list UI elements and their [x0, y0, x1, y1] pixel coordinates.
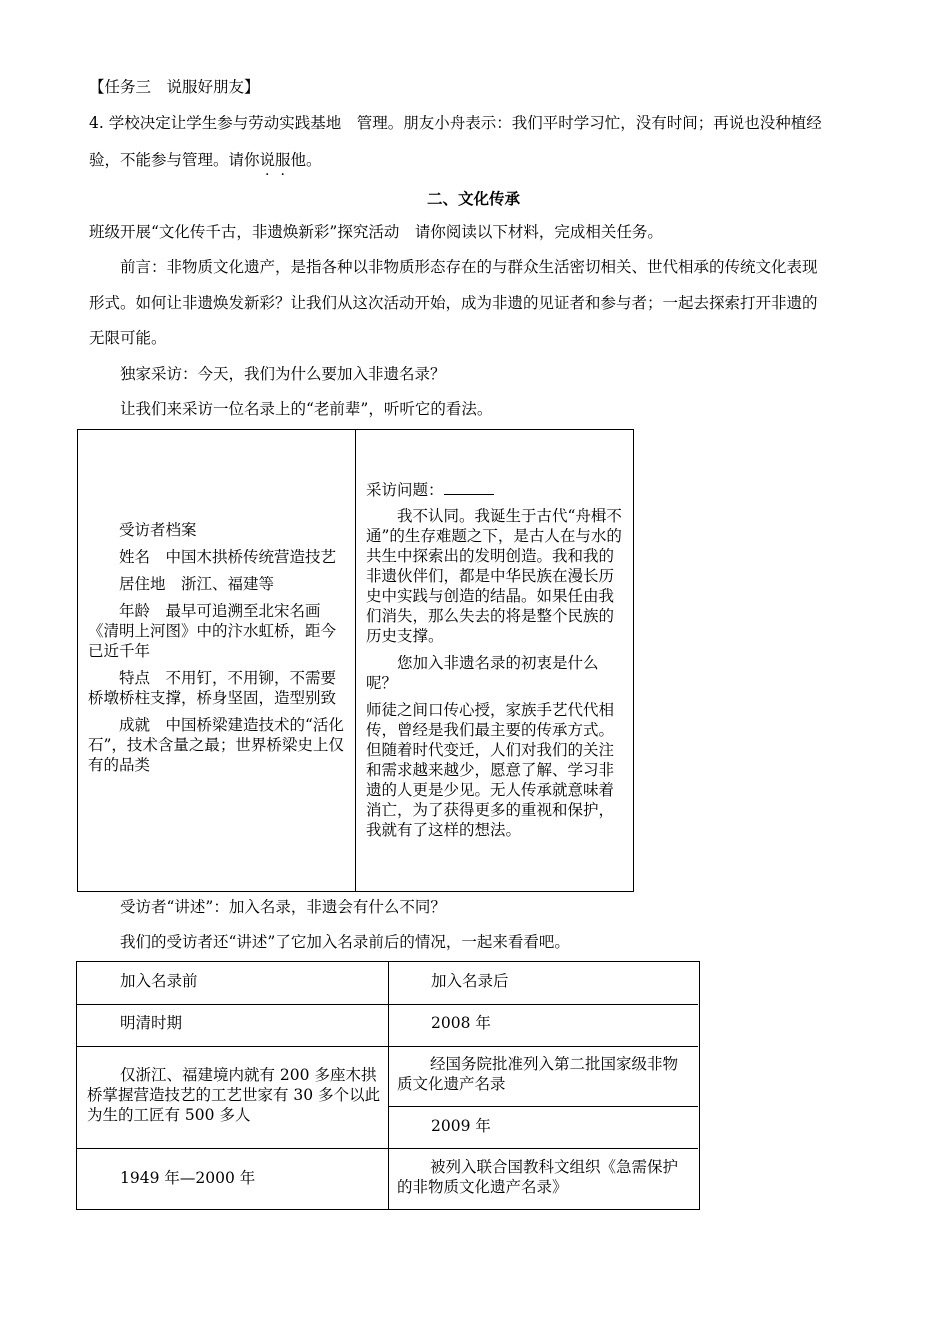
- question-2: 您加入非遗名录的初衷是什么呢？: [366, 654, 599, 692]
- narration-line1: 受访者“讲述”：加入名录，非遗会有什么不同？: [120, 898, 446, 916]
- after-row2: 经国务院批准列入第二批国家级非物质文化遗产名录: [397, 1055, 679, 1093]
- profile-age: 年龄 最早可追溯至北宋名画《清明上河图》中的汴水虹桥，距今已近千年: [88, 602, 337, 660]
- after-row4: 被列入联合国教科文组织《急需保护的非物质文化遗产名录》: [397, 1158, 679, 1196]
- q4-text-a: 验，不能参与管理。请你: [89, 151, 260, 169]
- activity-intro: 班级开展“文化传千古，非遗焕新彩”探究活动 请你阅读以下材料，完成相关任务。: [89, 223, 663, 241]
- interview-title: 独家采访：今天，我们为什么要加入非遗名录？: [120, 365, 446, 383]
- interview-cell: [366, 480, 628, 840]
- q4-text-d: 他。: [290, 151, 322, 169]
- after-row3: 2009 年: [431, 1117, 491, 1135]
- comparison-table: [76, 961, 700, 1210]
- answer-2: 师徒之间口传心授，家族手艺代代相传，曾经是我们最主要的传承方式。但随着时代变迁，人们对我们的关注和需求越来越少，愿意了解、学习非遗的人更是少见。无人传承就意味着消亡，为了获得更多的重视和保护，我就有了这样的想法。: [366, 701, 615, 839]
- task3-title: 【任务三 说服好朋友】: [89, 78, 260, 96]
- question-4-line2: [89, 150, 322, 170]
- question-label-row: [366, 480, 628, 500]
- q4-emphasis-2: 服: [275, 151, 291, 169]
- before-row2: 仅浙江、福建境内就有 200 多座木拱桥掌握营造技艺的工艺世家有 30 多个以此为生的工匠有 500 多人: [87, 1066, 381, 1124]
- profile-title: 受访者档案: [119, 521, 197, 539]
- before-row1: 明清时期: [120, 1014, 183, 1032]
- row-divider-3: [388, 1106, 698, 1107]
- row-divider-2: [77, 1046, 698, 1047]
- profile-cell: [88, 520, 350, 775]
- profile-name: 姓名 中国木拱桥传统营造技艺: [119, 548, 337, 566]
- question-4-line1: 4. 学校决定让学生参与劳动实践基地 管理。朋友小舟表示：我们平时学习忙，没有时间；再说也没种植经: [89, 114, 822, 132]
- interview-table: [77, 429, 634, 892]
- row-divider-4: [77, 1148, 698, 1149]
- question-label: 采访问题：: [366, 481, 444, 499]
- narration-line2: 我们的受访者还“讲述”了它加入名录前后的情况，一起来看看吧。: [120, 933, 570, 951]
- header-before: 加入名录前: [120, 972, 198, 990]
- preface-line3: 无限可能。: [89, 329, 167, 347]
- answer-blank[interactable]: [444, 480, 494, 495]
- preface-line2: 形式。如何让非遗焕发新彩？让我们从这次活动开始，成为非遗的见证者和参与者；一起去探索打开非遗的: [89, 294, 818, 312]
- after-row1: 2008 年: [431, 1014, 491, 1032]
- q4-emphasis-1: 说: [259, 151, 276, 169]
- col-divider: [388, 962, 389, 1209]
- interview-subtitle: 让我们来采访一位名录上的“老前辈”，听听它的看法。: [120, 400, 493, 418]
- header-after: 加入名录后: [431, 972, 509, 990]
- table-divider: [355, 430, 356, 891]
- profile-residence: 居住地 浙江、福建等: [119, 575, 275, 593]
- answer-1: 我不认同。我诞生于古代“舟楫不通”的生存难题之下，是古人在与水的共生中探索出的发明创造。我和我的非遗伙伴们，都是中华民族在漫长历史中实践与创造的结晶。如果任由我们消失，那么失去的将是整个民族的历史支撑。: [366, 507, 622, 645]
- row-divider-1: [77, 1004, 698, 1005]
- section-heading: 二、文化传承: [427, 189, 521, 208]
- profile-features: 特点 不用钉，不用铆，不需要桥墩桥柱支撑，桥身坚固，造型别致: [88, 669, 337, 707]
- before-row4: 1949 年—2000 年: [120, 1169, 256, 1187]
- profile-achievement: 成就 中国桥梁建造技术的“活化石”，技术含量之最；世界桥梁史上仅有的品类: [88, 716, 344, 774]
- preface-line1: 前言：非物质文化遗产，是指各种以非物质形态存在的与群众生活密切相关、世代相承的传统文化表现: [120, 258, 818, 276]
